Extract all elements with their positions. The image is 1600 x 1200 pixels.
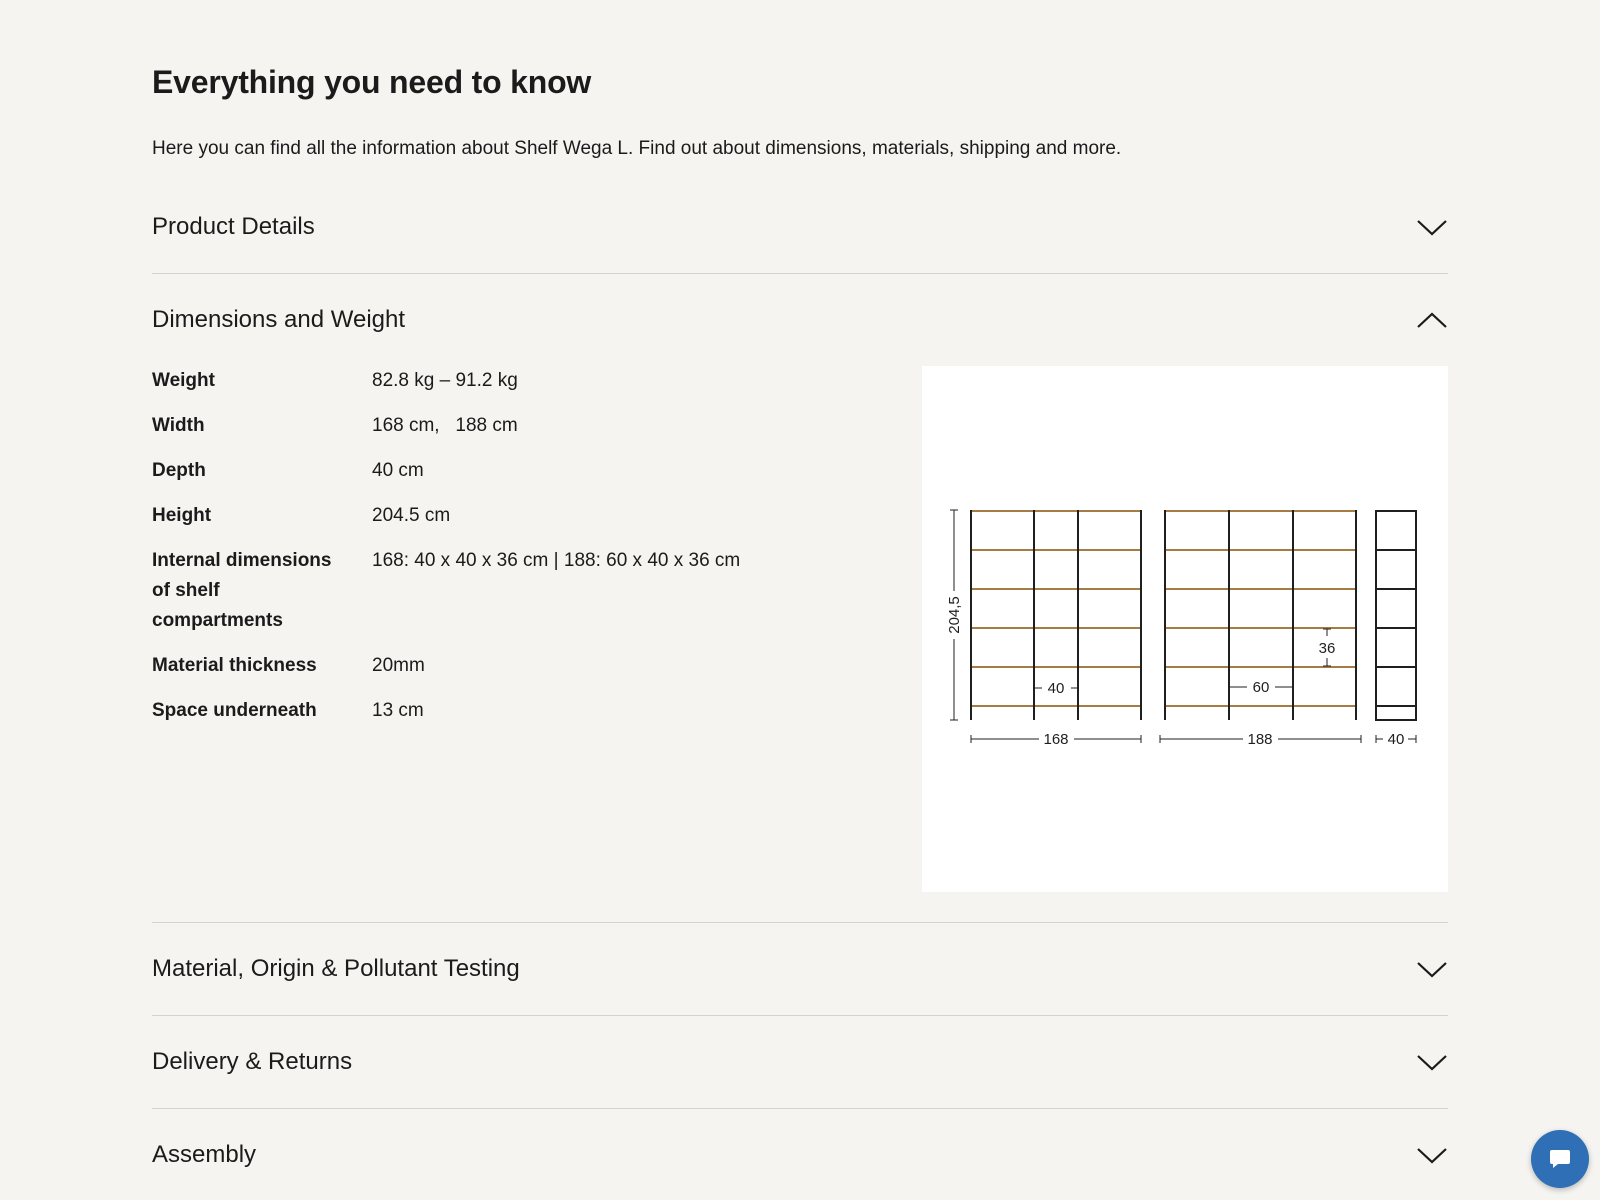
spec-label: Height [152, 505, 212, 526]
spec-label: Width [152, 415, 205, 436]
width-168-label: 168 [1043, 731, 1069, 748]
spec-label: Depth [152, 460, 206, 481]
chevron-down-icon [1416, 1052, 1448, 1072]
chat-bubble-icon [1547, 1146, 1573, 1172]
chevron-down-icon [1416, 959, 1448, 979]
chat-button[interactable] [1531, 1130, 1589, 1188]
spec-value: 204.5 cm [372, 505, 451, 526]
chevron-down-icon [1416, 217, 1448, 237]
accordion-dimensions[interactable] [152, 296, 1448, 344]
compartment-40-label: 40 [1047, 680, 1065, 697]
spec-row-width [152, 411, 912, 441]
spec-label: Internal dimensions of shelf compartments [152, 550, 332, 631]
accordion-title: Assembly [152, 1141, 257, 1168]
spec-label: Weight [152, 370, 215, 391]
compartment-60-label: 60 [1252, 679, 1270, 696]
height-label: 204,5 [946, 596, 963, 634]
accordion-title: Product Details [152, 213, 315, 240]
width-188-label: 188 [1247, 731, 1273, 748]
spec-value: 20mm [372, 655, 425, 676]
accordion-title: Delivery & Returns [152, 1048, 353, 1075]
accordion-assembly[interactable] [152, 1131, 1448, 1179]
spec-value: 82.8 kg – 91.2 kg [372, 370, 518, 391]
spec-value: 168: 40 x 40 x 36 cm | 188: 60 x 40 x 36 cm [372, 550, 741, 571]
accordion-title: Dimensions and Weight [152, 306, 406, 333]
spec-value: 40 cm [372, 460, 424, 481]
divider [152, 273, 1448, 274]
spec-label: Material thickness [152, 655, 317, 676]
spec-row-weight [152, 366, 912, 396]
divider [152, 1108, 1448, 1109]
shelf-side-drawing [1376, 511, 1416, 720]
shelf-drawing [922, 366, 1448, 892]
accordion-title: Material, Origin & Pollutant Testing [152, 955, 520, 982]
divider [152, 922, 1448, 923]
depth-label: 40 [1387, 731, 1405, 748]
accordion-delivery[interactable] [152, 1038, 1448, 1086]
spec-value: 168 cm, 188 cm [372, 415, 518, 436]
divider [152, 1015, 1448, 1016]
dimensions-diagram [922, 366, 1448, 892]
spec-row-space-underneath [152, 696, 912, 726]
spec-label: Space underneath [152, 700, 317, 721]
spec-row-internal-dimensions [152, 546, 912, 636]
compartment-height-label: 36 [1318, 640, 1336, 657]
intro-text: Here you can find all the information about Shelf Wega L. Find out about dimensions, materials, shipping and more. [152, 138, 1122, 159]
spec-row-material-thickness [152, 651, 912, 681]
page-title: Everything you need to know [152, 64, 592, 100]
accordion-product-details[interactable] [152, 203, 1448, 251]
spec-row-height [152, 501, 912, 531]
spec-row-depth [152, 456, 912, 486]
chevron-down-icon [1416, 1145, 1448, 1165]
chevron-up-icon [1416, 310, 1448, 330]
spec-value: 13 cm [372, 700, 424, 721]
accordion-material[interactable] [152, 945, 1448, 993]
